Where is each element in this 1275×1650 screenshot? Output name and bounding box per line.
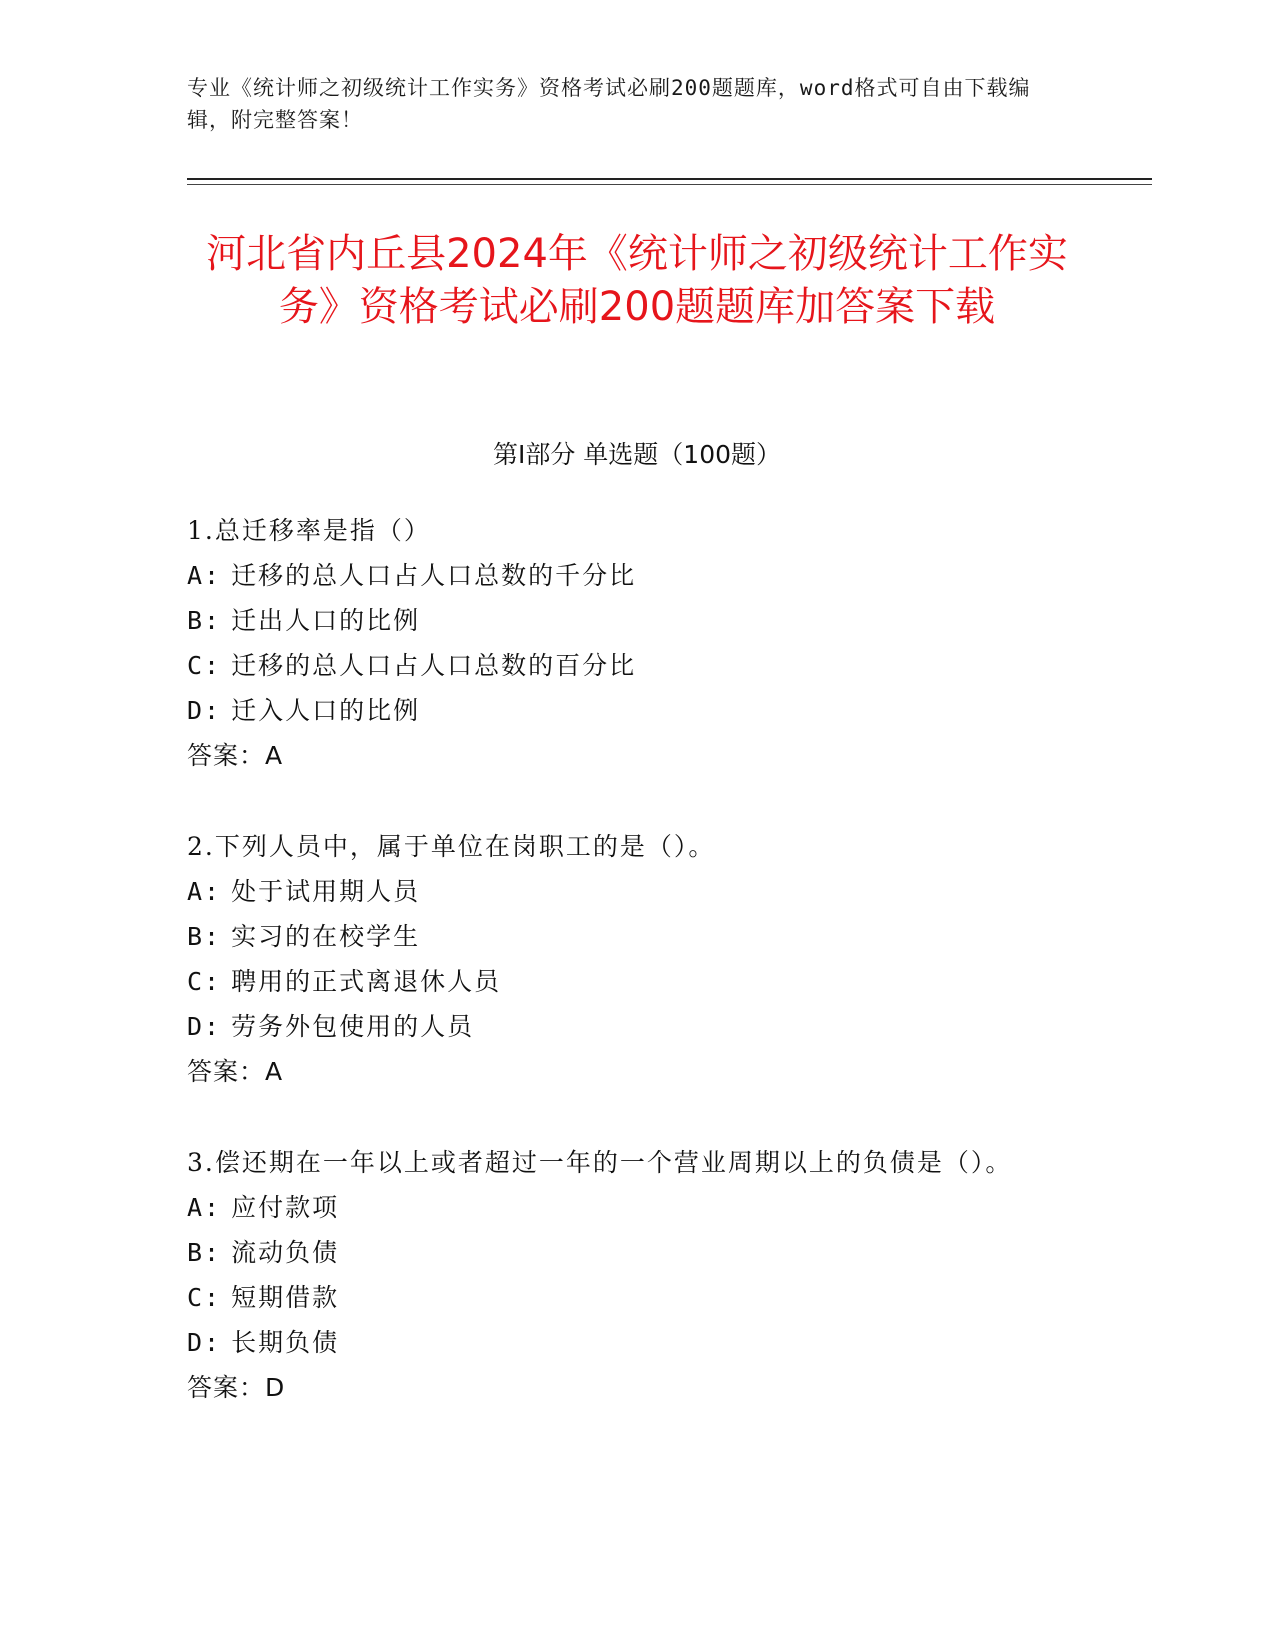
option-b xyxy=(187,598,1067,643)
question-stem: 3.偿还期在一年以上或者超过一年的一个营业周期以上的负债是（）。 xyxy=(187,1148,1013,1177)
option-d xyxy=(187,1004,1067,1049)
option-letter: A: xyxy=(187,561,222,590)
option-text: 劳务外包使用的人员 xyxy=(231,1012,475,1041)
option-letter: D: xyxy=(187,1012,222,1041)
question-stem: 2.下列人员中，属于单位在岗职工的是（）。 xyxy=(187,832,716,861)
option-d xyxy=(187,1320,1067,1365)
section-title: 第Ⅰ部分 单选题（100题） xyxy=(492,440,782,469)
option-c xyxy=(187,959,1067,1004)
option-letter: B: xyxy=(187,606,222,635)
option-letter: B: xyxy=(187,922,222,951)
option-text: 聘用的正式离退休人员 xyxy=(231,967,502,996)
option-b xyxy=(187,914,1067,959)
question-2 xyxy=(187,824,1067,1094)
option-a xyxy=(187,1185,1067,1230)
question-3 xyxy=(187,1140,1067,1410)
option-c xyxy=(187,643,1067,688)
option-letter: A: xyxy=(187,877,222,906)
document-title: 河北省内丘县2024年《统计师之初级统计工作实务》资格考试必刷200题题库加答案下载 xyxy=(206,231,1068,330)
option-text: 长期负债 xyxy=(231,1328,340,1357)
header-divider-thin xyxy=(187,184,1152,185)
option-text: 短期借款 xyxy=(231,1283,340,1312)
option-letter: A: xyxy=(187,1193,222,1222)
option-a xyxy=(187,869,1067,914)
question-stem: 1.总迁移率是指（） xyxy=(187,516,431,545)
option-text: 实习的在校学生 xyxy=(231,922,421,951)
option-text: 迁入人口的比例 xyxy=(231,696,421,725)
option-b xyxy=(187,1230,1067,1275)
option-c xyxy=(187,1275,1067,1320)
option-letter: D: xyxy=(187,696,222,725)
option-letter: C: xyxy=(187,651,222,680)
option-text: 迁出人口的比例 xyxy=(231,606,421,635)
option-letter: B: xyxy=(187,1238,222,1267)
option-letter: D: xyxy=(187,1328,222,1357)
option-text: 流动负债 xyxy=(231,1238,340,1267)
option-text: 应付款项 xyxy=(231,1193,340,1222)
option-d xyxy=(187,688,1067,733)
question-1 xyxy=(187,508,1067,778)
answer: 答案：A xyxy=(187,741,284,770)
option-text: 迁移的总人口占人口总数的百分比 xyxy=(231,651,637,680)
option-text: 迁移的总人口占人口总数的千分比 xyxy=(231,561,637,590)
option-letter: C: xyxy=(187,1283,222,1312)
option-a xyxy=(187,553,1067,598)
option-text: 处于试用期人员 xyxy=(231,877,421,906)
header-note: 专业《统计师之初级统计工作实务》资格考试必刷200题题库，word格式可自由下载编辑，附完整答案！ xyxy=(187,76,1031,132)
answer: 答案：A xyxy=(187,1057,284,1086)
answer: 答案：D xyxy=(187,1373,286,1402)
header-divider-thick xyxy=(187,178,1152,180)
option-letter: C: xyxy=(187,967,222,996)
